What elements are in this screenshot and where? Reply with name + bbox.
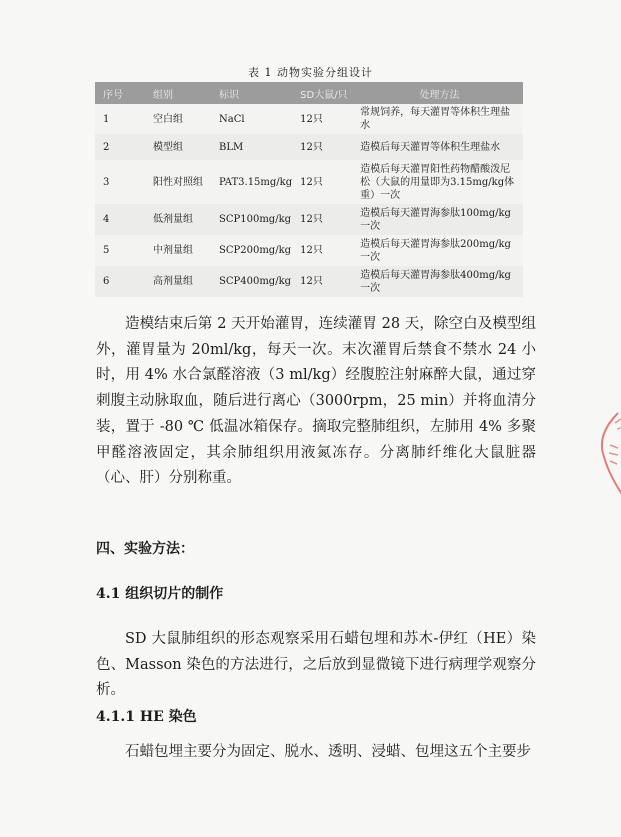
red-seal-stamp (588, 405, 621, 505)
section-heading-methods: 四、实验方法： (96, 541, 194, 557)
table-row (95, 134, 523, 160)
paragraph-paraffin: 石蜡包埋主要分为固定、脱水、透明、浸蜡、包埋这五个主要步 (125, 744, 531, 760)
cell-mark: SCP200mg/kg (215, 235, 296, 266)
cell-mark: NaCl (215, 104, 296, 134)
cell-count: 12只 (296, 104, 356, 134)
cell-count: 12只 (296, 204, 356, 235)
cell-group: 高剂量组 (149, 266, 215, 297)
cell-no: 3 (95, 160, 149, 204)
table-caption: 表 1 动物实验分组设计 (248, 66, 373, 79)
header-no: 序号 (95, 82, 149, 104)
table-row (95, 104, 523, 134)
cell-method: 造模后每天灌胃阳性药物醋酸泼尼松（大鼠的用量即为3.15mg/kg体重）一次 (356, 160, 523, 204)
cell-group: 空白组 (149, 104, 215, 134)
cell-no: 1 (95, 104, 149, 134)
header-mark: 标识 (215, 82, 296, 104)
cell-no: 4 (95, 204, 149, 235)
cell-no: 2 (95, 134, 149, 160)
cell-method: 常规饲养，每天灌胃等体积生理盐水 (356, 104, 523, 134)
cell-mark: SCP100mg/kg (215, 204, 296, 235)
section-heading-tissue-slices: 4.1 组织切片的制作 (96, 586, 224, 602)
cell-count: 12只 (296, 160, 356, 204)
table-row (95, 160, 523, 204)
table-row (95, 204, 523, 235)
cell-method: 造模后每天灌胃海参肽100mg/kg一次 (356, 204, 523, 235)
cell-count: 12只 (296, 235, 356, 266)
cell-mark: BLM (215, 134, 296, 160)
cell-method: 造模后每天灌胃等体积生理盐水 (356, 134, 523, 160)
cell-group: 中剂量组 (149, 235, 215, 266)
cell-mark: SCP400mg/kg (215, 266, 296, 297)
cell-no: 6 (95, 266, 149, 297)
table-row (95, 266, 523, 297)
cell-count: 12只 (296, 134, 356, 160)
cell-mark: PAT3.15mg/kg (215, 160, 296, 204)
paragraph-tissue-observation: SD 大鼠肺组织的形态观察采用石蜡包埋和苏木-伊红（HE）染色、Masson 染色的方法进行，之后放到显微镜下进行病理学观察分析。 (96, 631, 536, 699)
cell-group: 阳性对照组 (149, 160, 215, 204)
header-count: SD大鼠/只 (296, 82, 356, 104)
group-design-table (95, 82, 523, 297)
cell-method: 造模后每天灌胃海参肽200mg/kg一次 (356, 235, 523, 266)
cell-count: 12只 (296, 266, 356, 297)
paragraph-procedure: 造模结束后第 2 天开始灌胃，连续灌胃 28 天，除空白及模型组外，灌胃量为 20ml/kg，每天一次。末次灌胃后禁食不禁水 24 小时，用 4% 水合氯醛溶液（3 ml/kg）经腹腔注射麻醉大鼠，通过穿刺腹主动脉取血，随后进行离心（3000rpm，25 min）并将血清分装，置于 -80 ℃ 低温冰箱保存。摘取完整肺组织，左肺用 4% 多聚甲醛溶液固定，其余肺组织用液氮冻存。分离肺纤维化大鼠脏器（心、肝）分别称重。 (96, 316, 536, 487)
cell-method: 造模后每天灌胃海参肽400mg/kg一次 (356, 266, 523, 297)
header-group: 组别 (149, 82, 215, 104)
header-method: 处理方法 (356, 82, 523, 104)
section-heading-he-staining: 4.1.1 HE 染色 (96, 709, 197, 725)
cell-group: 低剂量组 (149, 204, 215, 235)
table-row (95, 235, 523, 266)
table-header-row (95, 82, 523, 104)
cell-group: 模型组 (149, 134, 215, 160)
cell-no: 5 (95, 235, 149, 266)
